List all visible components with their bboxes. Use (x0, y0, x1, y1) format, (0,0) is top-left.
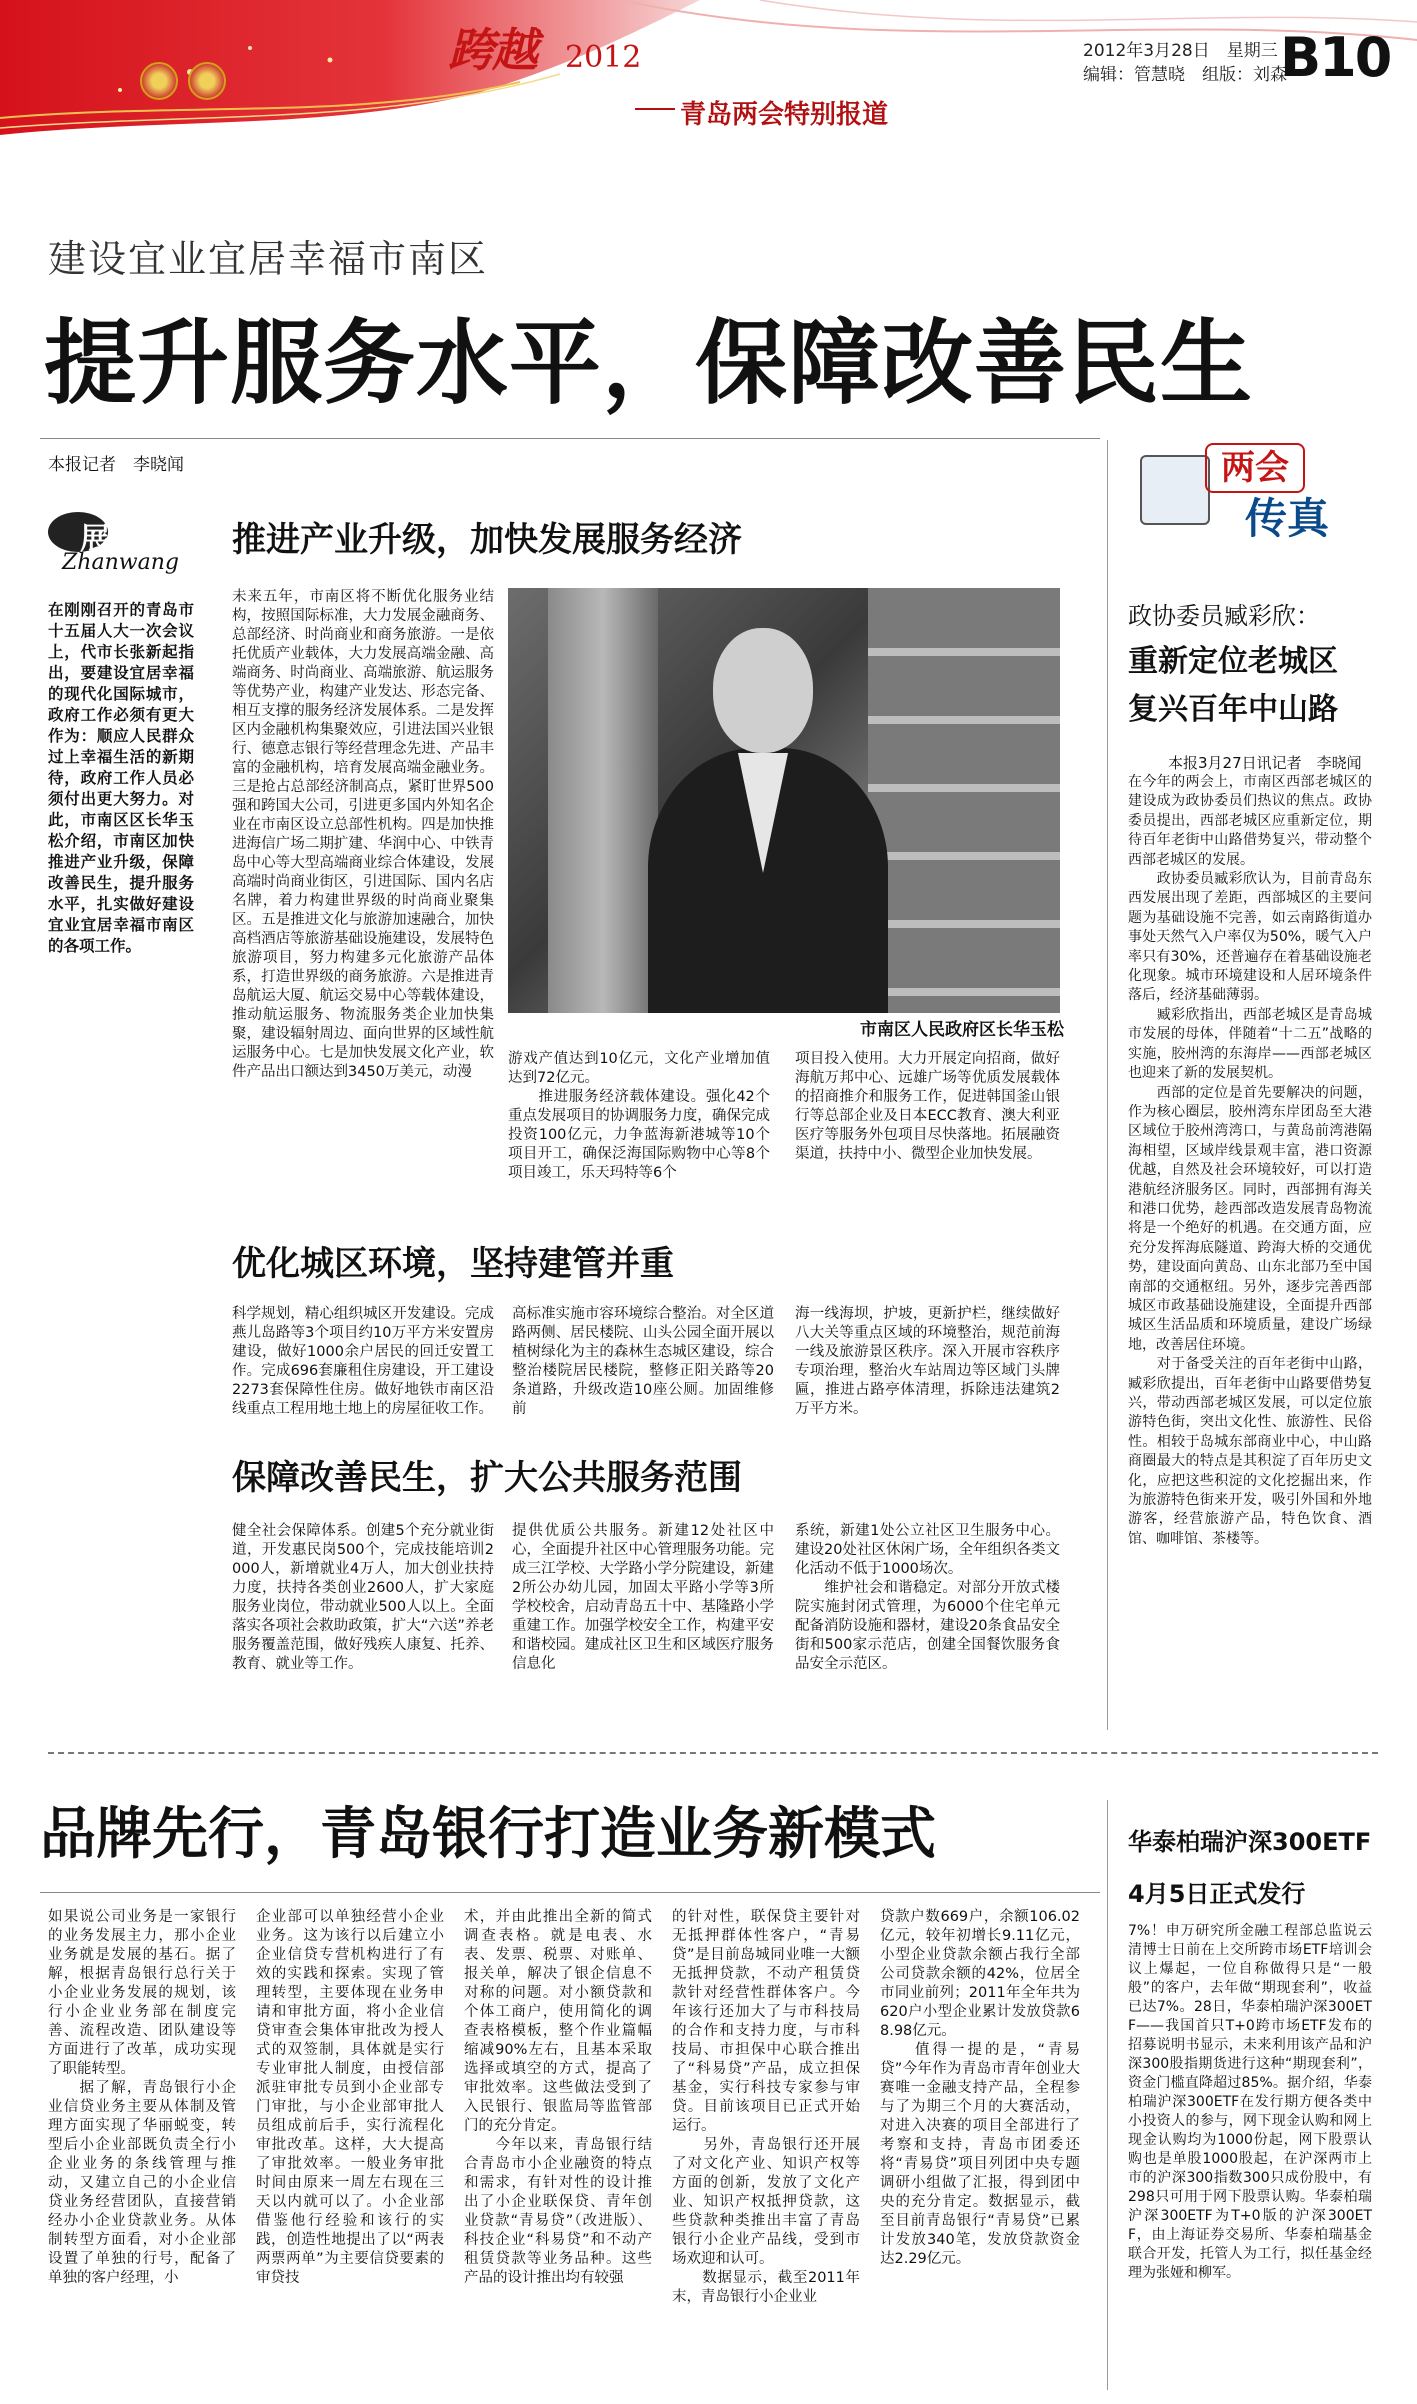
brand-headline: 品牌先行，青岛银行打造业务新模式 (40, 1802, 936, 1867)
etf-body: 7%！申万研究所金融工程部总监说云清博士日前在上交所跨市场ETF培训会议上爆起，一位自称做得只是“一般般”的客户，去年做“期现套利”，收益已达7%。28日，华泰柏瑞沪深300ETF——我国首只T+0跨市场ETF发布的招募说明书显示，未来利用该产品和沪深300股指期货进行这种“期现套利”，资金门槛直降超过85%。据介绍，华泰柏瑞沪深300ETF在发行期方便各类中小投资人的参与，网下现金认购和网上现金认购均为1000份起，网下股票认购也是单股1000股起，在沪深两市上市的沪深300指数300只成份股中，有298只可用于网下股票认购。华泰柏瑞沪深300ETF为T+0版的沪深300ETF，由上海证券交易所、华泰柏瑞基金联合开发，托管人为工行，拟任基金经理为张娅和柳军。 (1128, 1923, 1372, 2281)
photo-caption: 市南区人民政府区长华玉松 (860, 1020, 1064, 1040)
etf-headline-1: 华泰柏瑞沪深300ETF (1128, 1828, 1372, 1856)
section-column: 提供优质公共服务。新建12处社区中心，全面提升社区中心管理服务功能。完成三江学校、大学路小学分院建设，新建2所公办幼儿园，加固太平路小学等3所学校校舍，启动青岛五十中、基隆路小学重建工作。加强学校安全工作，构建平安和谐校园。建成社区卫生和区域医疗服务信息化 (512, 1523, 774, 1672)
page-number: B10 (1280, 26, 1391, 89)
sidebar-headline-1: 重新定位老城区 (1128, 644, 1338, 679)
badge-chuanzhen: 传真 (1245, 494, 1330, 543)
brand-column: 术，并由此推出全新的简式调查表格。就是电表、水表、发票、税票、对账单、报关单，解决了银企信息不对称的问题。对小额贷款和个体工商户，使用简化的调查表格模板，整个作业篇幅缩减90%左右，且基本采取选择或填空的方式，提高了审批效率。这些做法受到了入民银行、银监局等监管部门的充分肯定。 今年以来，青岛银行结合青岛市小企业融资的特点和需求，有针对性的设计推出了小企业联保贷、青年创业贷款“青易贷”（改进版）、科技企业“科易贷”和不动产租赁贷款等业务品种。这些产品的设计推出均有较强 (464, 1909, 652, 2286)
sidebar-headline-2: 复兴百年中山路 (1128, 692, 1338, 727)
section-column: 健全社会保障体系。创建5个充分就业街道，开发惠民岗500个，完成技能培训2000人，新增就业4万人，加大创业扶持力度，扶持各类创业2600人，扩大家庭服务业岗位，带动就业500人以上。全面落实各项社会救助政策，扩大“六送”养老服务覆盖范围，做好残疾人康复、托养、教育、就业等工作。 (232, 1523, 494, 1672)
section-title: 推进产业升级，加快发展服务经济 (232, 520, 742, 560)
brand-column: 如果说公司业务是一家银行的业务发展主力，那小企业业务就是发展的基石。据了解，根据青岛银行总行关于小企业业务发展的规划，该行小企业业务部在制度完善、流程改造、团队建设等方面进行了改革，成功实现了职能转型。 据了解，青岛银行小企业信贷业务主要从体制及管理方面实现了华丽蜕变，转型后小企业部既负责全行小企业业务的条线管理与推动，又建立自己的小企业信贷业务经营团队，直接营销经办小企业贷款业务。从体制转型方面看，对小企业部设置了单独的行号，配备了单独的客户经理，小 (48, 1909, 236, 2286)
etf-rule (1107, 1800, 1108, 2390)
section-column: 海一线海坝，护坡，更新护栏，继续做好八大关等重点区域的环境整治，规范前海一线及旅游景区秩序。深入开展市容秩序专项治理，整治火车站周边等区域门头牌匾，推进占路亭体清理，拆除违法建筑2万平方米。 (795, 1306, 1060, 1417)
section-title: 保障改善民生，扩大公共服务范围 (232, 1458, 742, 1498)
logo-kuayue: 跨越 (448, 23, 536, 77)
divider (40, 438, 1100, 439)
brand-column: 的针对性，联保贷主要针对无抵押群体性客户，“青易贷”是目前岛城同业唯一大额无抵押贷款，不动产租赁贷款针对经营性群体客户。今年该行还加大了与市科技局的合作和支持力度，与市科技局、市担保中心联合推出了“科易贷”产品，成立担保基金，实行科技专家参与审贷。目前该项目已正式开始运行。 另外，青岛银行还开展了对文化产业、知识产权等方面的创新，发放了文化产业、知识产权抵押贷款，这些贷款种类推出丰富了青岛银行小企业产品线，受到市场欢迎和认可。 数据显示，截至2011年末，青岛银行小企业业 (672, 1909, 860, 2305)
brand-column: 企业部可以单独经营小企业业务。这为该行以后建立小企业信贷专营机构进行了有效的实践和探索。实现了管理转型，主要体现在业务申请和审批方面，将小企业信贷审查会集体审批改为授人式的双签制，具体就是实行专业审批人制度，由授信部派驻审批专员到小企业部专门审批，与小企业部审批人员组成前后手，实行流程化审批改革。这样，大大提高了审批效率。一般业务审批时间由原来一周左右现在三天以内就可以了。小企业部借鉴他行经验和该行的实践，创造性地提出了以“两表两票两单”为主要信贷要素的审贷技 (256, 1909, 444, 2286)
logo-year: 2012 (565, 40, 642, 75)
issue-date: 2012年3月28日 星期三 (1083, 41, 1278, 61)
section-column: 未来五年，市南区将不断优化服务业结构，按照国际标准，大力发展金融商务、总部经济、时尚商业和商务旅游。一是依托优质产业载体，大力发展高端金融、高端商务、时尚商业、高端旅游、航运服务等优势产业，构建产业发达、形态完备、相互支撑的服务经济发展体系。二是发挥区内金融机构集聚效应，引进法国兴业银行、德意志银行等经营理念先进、产品丰富的金融机构，培育发展高端金融业务。三是抢占总部经济制高点，紧盯世界500强和跨国大公司，引进更多国内外知名企业在市南区设立总部性机构。四是加快推进海信广场二期扩建、华润中心、中铁青岛中心等大型高端商业综合体建设，发展高端时尚商业街区，引进国际、国内名店名牌，着力构建世界级的时尚商业聚集区。五是推进文化与旅游加速融合，加快高档酒店等旅游基础设施建设，发展特色旅游项目，努力构建多元化旅游产品体系，打造世界级的商务旅游。六是推进青岛航运大厦、航运交易中心等载体建设，推动航运服务、物流服务类企业加快集聚，建设辐射周边、面向世界的区域性航运服务中心。七是加快发展文化产业，软件产品出口额达到3450万美元，动漫 (232, 589, 494, 1080)
sidebar-body: 在今年的两会上，市南区西部老城区的建设成为政协委员们热议的焦点。政协委员提出，西部老城区应重新定位，期待百年老街中山路借势复兴，带动整个西部老城区的发展。 政协委员臧彩欣认为，目前青岛东西发展出现了差距，西部城区的主要问题为基础设施不完善，如云南路街道办事处天然气入户率仅为50%，暖气入户率只有30%，还普遍存在着基础设施老化现象。城市环境建设和人居环境条件落后，经济基础薄弱。 臧彩欣指出，西部老城区是青岛城市发展的母体，伴随着“十二五”战略的实施，胶州湾的东海岸——西部老城区也迎来了新的发展契机。 西部的定位是首先要解决的问题，作为核心圈层，胶州湾东岸团岛至大港区域位于胶州湾湾口，与黄岛前湾港隔海相望，区域岸线景观丰富，港口资源优越，自然及社会环境较好，可以打造港航经济服务区。同时，西部拥有海关和港口优势，趁西部改造发展青岛物流将是一个绝好的机遇。在交通方面，应充分发挥海底隧道、跨海大桥的交通优势，建设面向黄岛、山东北部乃至中国南部的交通枢纽。另外，逐步完善西部城区市政基础设施建设，全面提升西部城区生活品质和环境质量，建设广场绿地，改善居住环境。 对于备受关注的百年老街中山路，臧彩欣提出，百年老街中山路要借势复兴，带动西部老城区发展，可以定位旅游特色街，突出文化性、旅游性、民俗性。相较于岛城东部商业中心，中山路商圈最大的特点是其积淀了百年历史文化，应把这些积淀的文化挖掘出来，作为旅游特色街来开发，吸引外国和外地游客，经营旅游产品，特色饮食、酒馆、咖啡馆、茶楼等。 (1128, 774, 1372, 1547)
zhanwang-label: 展望 (80, 522, 140, 557)
section-column: 科学规划，精心组织城区开发建设。完成燕儿岛路等3个项目约10万平方米安置房建设，做好1000余户居民的回迁安置工作。完成696套廉租住房建设，开工建设2273套保障性住房。做好地铁市南区沿线重点工程用地土地上的房屋征收工作。 (232, 1306, 494, 1417)
series-dash (635, 108, 675, 110)
mayor-photo (508, 588, 1060, 1013)
editors-credit: 编辑：管慧晓 组版：刘森 (1083, 65, 1287, 85)
sidebar-byline: 本报3月27日讯记者 李晓闻 (1168, 754, 1362, 772)
fax-machine-icon (1140, 455, 1210, 525)
divider (40, 1892, 1100, 1893)
cppcc-emblem-icon (188, 62, 226, 100)
section-title: 优化城区环境，坚持建管并重 (232, 1244, 674, 1284)
badge-lianghui: 两会 (1205, 443, 1305, 493)
section-column: 高标准实施市容环境综合整治。对全区道路两侧、居民楼院、山头公园全面开展以植树绿化为主的森林生态城区建设，综合整治楼院居民楼院，整修正阳关路等20条道路，升级改造10座公厕。加固维修前 (512, 1306, 774, 1417)
brand-column: 贷款户数669户，余额106.02亿元，较年初增长9.11亿元，小型企业贷款余额占我行全部公司贷款余额的42%，位居全市同业前列；2011年全年共为620户小型企业累计发放贷款68.98亿元。 值得一提的是，“青易贷”今年作为青岛市青年创业大赛唯一金融支持产品，全程参与了为期三个月的大赛活动，对进入决赛的项目全部进行了考察和支持，青岛市团委还将“青易贷”项目列团中央专题调研小组做了汇报，得到团中央的充分肯定。数据显示，截至目前青岛银行“青易贷”已累计发放340笔，发放贷款资金达2.29亿元。 (880, 1909, 1080, 2267)
section-column: 游戏产值达到10亿元，文化产业增加值达到72亿元。 推进服务经济载体建设。强化42个重点发展项目的协调服务力度，确保完成投资100亿元，力争蓝海新港城等10个项目开工，确保泛海国际购物中心等8个项目竣工，乐天玛特等6个 (508, 1051, 770, 1181)
main-byline: 本报记者 李晓闻 (48, 455, 184, 475)
main-headline: 提升服务水平，保障改善民生 (44, 310, 1254, 417)
zhanwang-english: Zhanwang (62, 550, 179, 575)
sidebar-kicker: 政协委员臧彩欣： (1128, 602, 1320, 630)
section-column: 项目投入使用。大力开展定向招商，做好海航万邦中心、远雄广场等优质发展载体的招商推介和服务工作，促进韩国釜山银行等总部企业及日本ECC教育、澳大利亚医疗等服务外包项目尽快落地。拓展融资渠道，扶持中小、微型企业加快发展。 (795, 1051, 1060, 1162)
national-emblem-icon (140, 62, 178, 100)
series-title: 青岛两会特别报道 (680, 100, 889, 130)
main-kicker: 建设宜业宜居幸福市南区 (48, 237, 489, 281)
intro-text: 在刚刚召开的青岛市十五届人大一次会议上，代市长张新起指出，要建设宜居幸福的现代化国际城市，政府工作必须有更大作为：顺应人民群众过上幸福生活的新期待，政府工作人员必须付出更大努力。对此，市南区区长华玉松介绍，市南区加快推进产业升级，保障改善民生，提升服务水平，扎实做好建设宜业宜居幸福市南区的各项工作。 (48, 601, 194, 955)
section-column: 系统，新建1处公立社区卫生服务中心。建设20处社区休闲广场，全年组织各类文化活动不低于1000场次。 维护社会和谐稳定。对部分开放式楼院实施封闭式管理，为6000个住宅单元配备消防设施和器材，建设20条食品安全街和500家示范店，创建全国餐饮服务食品安全示范区。 (795, 1523, 1060, 1672)
etf-headline-2: 4月5日正式发行 (1128, 1880, 1306, 1908)
section-divider (48, 1752, 1378, 1754)
sidebar-rule (1107, 440, 1108, 1730)
